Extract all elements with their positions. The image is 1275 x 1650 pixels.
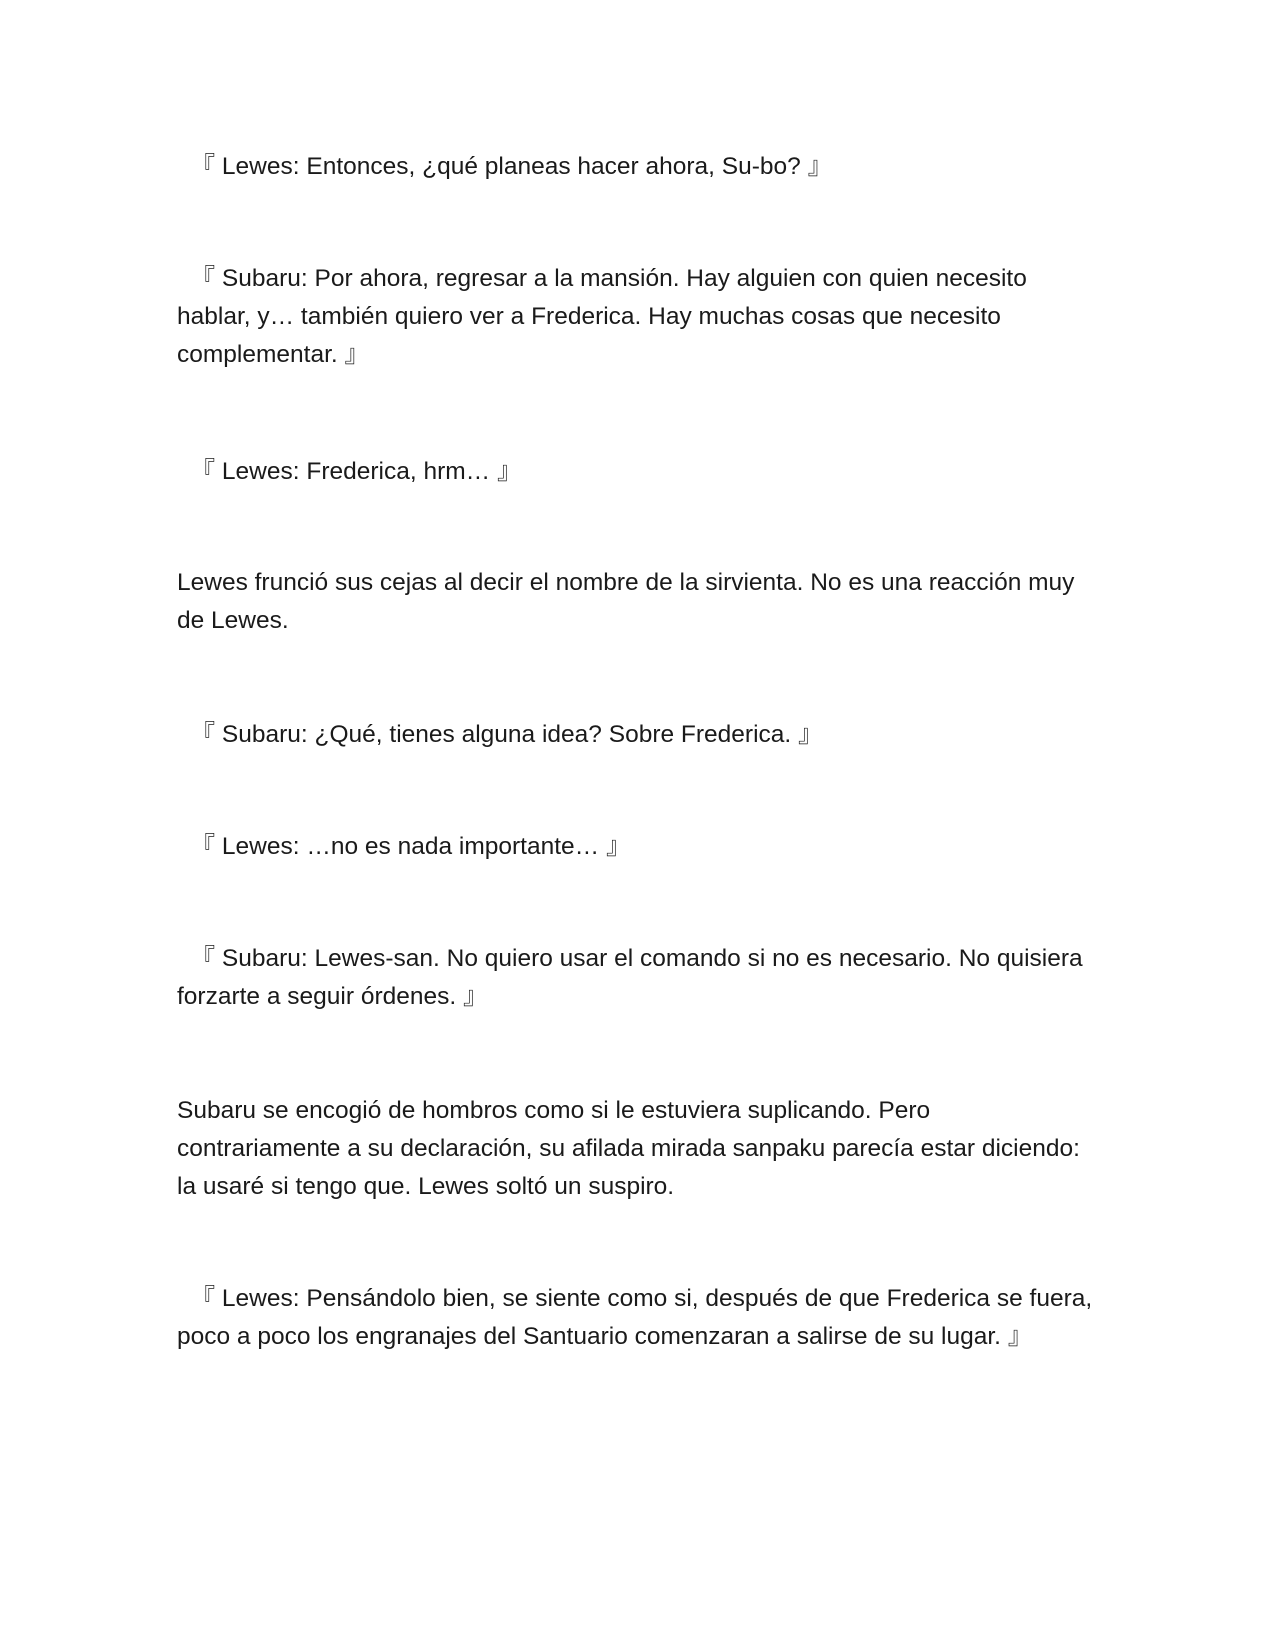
dialogue-paragraph: 『 Subaru: Lewes-san. No quiero usar el comando si no es necesario. No quisiera forzarte a seguir órdenes. 』 xyxy=(177,945,1083,1010)
dialogue-paragraph: 『 Lewes: Entonces, ¿qué planeas hacer ahora, Su-bo? 』 xyxy=(177,153,833,180)
dialogue-paragraph: 『 Lewes: Pensándolo bien, se siente como si, después de que Frederica se fuera, poco a poco los engranajes del Santuario comenzaran a salirse de su lugar. 』 xyxy=(177,1285,1093,1350)
dialogue-paragraph: 『 Lewes: Frederica, hrm… 』 xyxy=(177,458,522,485)
dialogue-paragraph: 『 Lewes: …no es nada importante… 』 xyxy=(177,833,631,860)
dialogue-paragraph: 『 Subaru: ¿Qué, tienes alguna idea? Sobre Frederica. 』 xyxy=(177,721,823,748)
narration-paragraph: Subaru se encogió de hombros como si le estuviera suplicando. Pero contrariamente a su declaración, su afilada mirada sanpaku parecía estar diciendo: la usaré si tengo que. Lewes soltó un suspiro. xyxy=(177,1097,1080,1200)
narration-paragraph: Lewes frunció sus cejas al decir el nombre de la sirvienta. No es una reacción muy de Lewes. xyxy=(177,569,1075,634)
dialogue-paragraph: 『 Subaru: Por ahora, regresar a la mansión. Hay alguien con quien necesito hablar, y… también quiero ver a Frederica. Hay muchas cosas que necesito complementar. 』 xyxy=(177,265,1027,368)
